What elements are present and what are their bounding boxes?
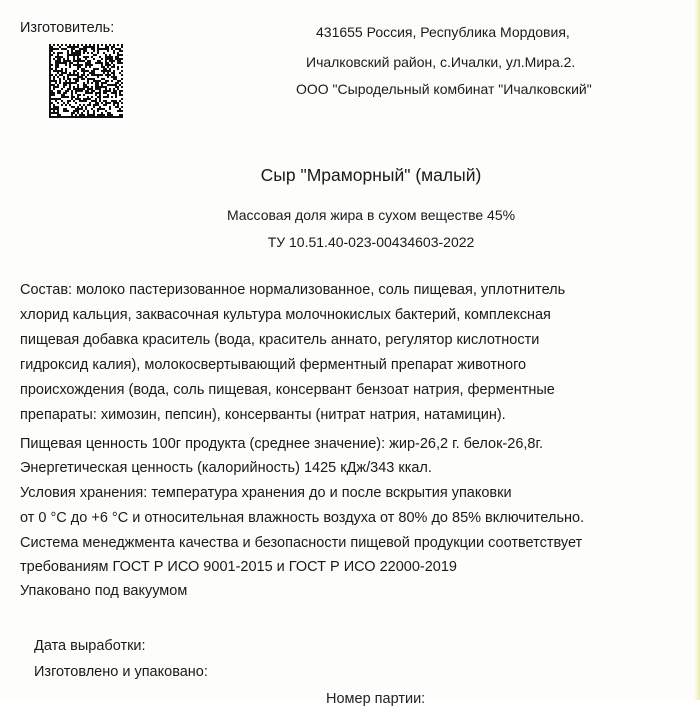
- composition-line: хлорид кальция, заквасочная культура молочнокислых бактерий, комплексная: [20, 307, 551, 323]
- energy-value: Энергетическая ценность (калорийность) 1425 кДж/343 ккал.: [20, 460, 432, 476]
- packaging-note: Упаковано под вакуумом: [20, 583, 188, 599]
- composition-line: пищевая добавка краситель (вода, краситель аннато, регулятор кислотности: [20, 332, 540, 348]
- manufacturer-label: Изготовитель:: [20, 20, 115, 36]
- composition-line: происхождения (вода, соль пищевая, консервант бензоат натрия, ферментные: [20, 382, 555, 398]
- composition-line: Состав: молоко пастеризованное нормализованное, соль пищевая, уплотнитель: [20, 282, 566, 298]
- manufacturer-address-line1: 431655 Россия, Республика Мордовия,: [316, 24, 570, 40]
- nutrition-value: Пищевая ценность 100г продукта (среднее значение): жир-26,2 г. белок-26,8г.: [20, 436, 544, 452]
- composition-line: препараты: химозин, пепсин), консерванты (нитрат натрия, натамицин).: [20, 407, 506, 423]
- composition-line: гидроксид калия), молокосвертывающий ферментный препарат животного: [20, 357, 527, 373]
- label-edge: [694, 0, 700, 700]
- manufacturer-address-line2: Ичалковский район, с.Ичалки, ул.Мира.2.: [306, 54, 576, 70]
- datamatrix-code-icon: [49, 44, 123, 118]
- manufacturer-company: ООО "Сыродельный комбинат "Ичалковский": [296, 81, 592, 97]
- batch-number-label: Номер партии:: [326, 691, 426, 707]
- manufactured-label: Изготовлено и упаковано:: [34, 664, 208, 680]
- fat-content: Массовая доля жира в сухом веществе 45%: [226, 207, 516, 223]
- tech-spec: ТУ 10.51.40-023-00434603-2022: [267, 234, 475, 250]
- production-date-label: Дата выработки:: [34, 638, 146, 654]
- quality-line: Система менеджмента качества и безопасности пищевой продукции соответствует: [20, 535, 583, 551]
- product-title: Сыр "Мраморный" (малый): [260, 165, 482, 185]
- quality-line: требованиям ГОСТ Р ИСО 9001-2015 и ГОСТ Р ИСО 22000-2019: [20, 559, 457, 575]
- storage-line: Условия хранения: температура хранения до и после вскрытия упаковки: [20, 485, 512, 501]
- storage-line: от 0 °С до +6 °С и относительная влажность воздуха от 80% до 85% включительно.: [20, 510, 585, 526]
